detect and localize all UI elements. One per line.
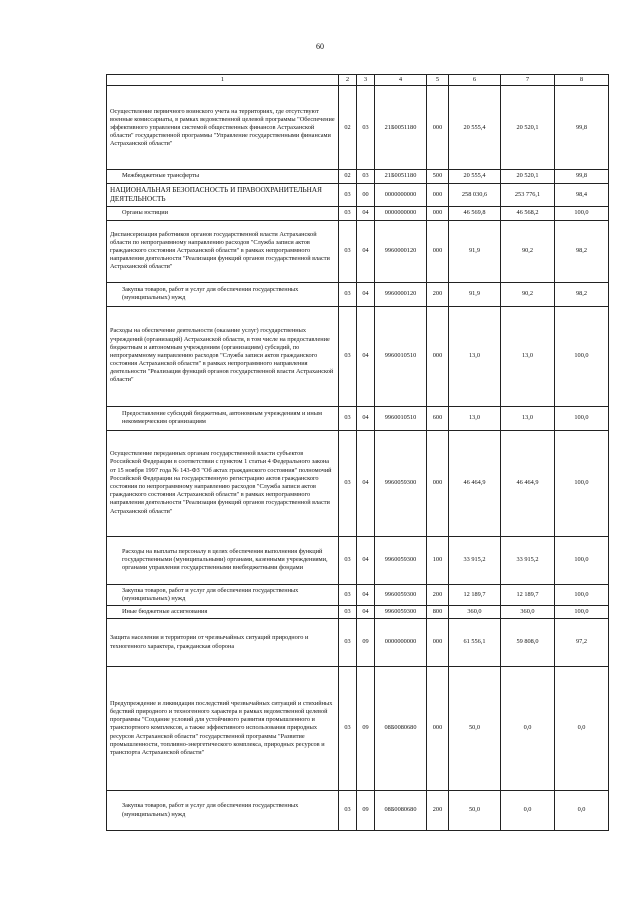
cell-percent: 100,0 [555, 207, 609, 220]
cell-rz: 03 [339, 605, 357, 618]
table-row [107, 86, 609, 170]
cell-amount: 61 556,1 [449, 619, 501, 667]
cell-percent: 100,0 [555, 584, 609, 605]
cell-amount: 46 569,8 [449, 207, 501, 220]
header-cell: 5 [427, 75, 449, 86]
cell-csr: 08Б0080680 [375, 791, 427, 831]
cell-pr: 04 [357, 207, 375, 220]
cell-amount: 33 915,2 [449, 536, 501, 584]
cell-csr: 9960010510 [375, 306, 427, 406]
cell-pr: 09 [357, 667, 375, 791]
cell-executed: 20 520,1 [501, 170, 555, 183]
cell-executed: 46 568,2 [501, 207, 555, 220]
cell-amount: 50,0 [449, 667, 501, 791]
cell-pr: 04 [357, 536, 375, 584]
table-row [107, 207, 609, 220]
cell-percent: 99,8 [555, 86, 609, 170]
cell-percent: 100,0 [555, 536, 609, 584]
cell-amount: 13,0 [449, 306, 501, 406]
cell-amount: 20 555,4 [449, 86, 501, 170]
cell-csr: 9960059300 [375, 584, 427, 605]
cell-executed: 12 189,7 [501, 584, 555, 605]
row-description-text: Закупка товаров, работ и услуг для обеспечения государственных (муниципальных) нужд [122, 586, 299, 602]
table-row [107, 306, 609, 406]
cell-vr: 000 [427, 667, 449, 791]
cell-executed: 33 915,2 [501, 536, 555, 584]
cell-rz: 03 [339, 584, 357, 605]
row-description [107, 306, 339, 406]
cell-vr: 800 [427, 605, 449, 618]
cell-rz: 03 [339, 220, 357, 282]
table-row [107, 536, 609, 584]
cell-amount: 20 555,4 [449, 170, 501, 183]
cell-vr: 000 [427, 183, 449, 207]
row-description-text: Защита населения и территории от чрезвычайных ситуаций природного и техногенного характера, гражданская оборона [110, 634, 309, 650]
cell-percent: 100,0 [555, 406, 609, 430]
cell-csr: 0000000000 [375, 183, 427, 207]
cell-csr: 9960059300 [375, 430, 427, 536]
cell-vr: 000 [427, 207, 449, 220]
header-cell: 2 [339, 75, 357, 86]
cell-percent: 99,8 [555, 170, 609, 183]
cell-vr: 000 [427, 306, 449, 406]
cell-executed: 20 520,1 [501, 86, 555, 170]
table-row [107, 584, 609, 605]
cell-pr: 04 [357, 605, 375, 618]
cell-rz: 02 [339, 170, 357, 183]
table-row [107, 170, 609, 183]
budget-table [106, 74, 609, 831]
cell-pr: 04 [357, 430, 375, 536]
header-cell: 7 [501, 75, 555, 86]
row-description [107, 430, 339, 536]
row-description-text: Закупка товаров, работ и услуг для обеспечения государственных (муниципальных) нужд [122, 802, 299, 818]
cell-csr: 0000000000 [375, 619, 427, 667]
cell-vr: 100 [427, 536, 449, 584]
cell-pr: 03 [357, 170, 375, 183]
table-row [107, 605, 609, 618]
cell-executed: 360,0 [501, 605, 555, 618]
table-row [107, 406, 609, 430]
row-description-text: Иные бюджетные ассигнования [122, 607, 208, 615]
cell-vr: 500 [427, 170, 449, 183]
cell-executed: 90,2 [501, 282, 555, 306]
cell-percent: 98,2 [555, 220, 609, 282]
row-description [107, 584, 339, 605]
row-description-text: Органы юстиции [122, 209, 168, 217]
cell-rz: 03 [339, 406, 357, 430]
cell-executed: 13,0 [501, 406, 555, 430]
cell-pr: 04 [357, 282, 375, 306]
row-description-text: Предупреждение и ликвидация последствий чрезвычайных ситуаций и стихийных бедствий природного и техногенного характера в рамках ведомственной целевой программы "Создание условий для устойчивого развития промышленного и транспортного комплексов, а также эффективного использования природных ресурсов Астраханской области" государственной программы "Развитие промышленности, топливно-энергетического комплекса, природных ресурсов и транспорта Астраханской области" [110, 699, 333, 756]
row-description [107, 605, 339, 618]
cell-amount: 91,9 [449, 220, 501, 282]
table-row [107, 282, 609, 306]
row-description [107, 170, 339, 183]
cell-pr: 04 [357, 306, 375, 406]
table-row [107, 430, 609, 536]
cell-csr: 08Б0080680 [375, 667, 427, 791]
row-description [107, 406, 339, 430]
cell-rz: 03 [339, 183, 357, 207]
cell-rz: 03 [339, 430, 357, 536]
cell-pr: 03 [357, 86, 375, 170]
cell-csr: 21Б0051180 [375, 170, 427, 183]
cell-rz: 03 [339, 536, 357, 584]
cell-rz: 02 [339, 86, 357, 170]
cell-amount: 50,0 [449, 791, 501, 831]
cell-percent: 0,0 [555, 667, 609, 791]
table-row [107, 220, 609, 282]
cell-vr: 200 [427, 791, 449, 831]
cell-amount: 12 189,7 [449, 584, 501, 605]
row-description [107, 667, 339, 791]
header-cell: 3 [357, 75, 375, 86]
cell-rz: 03 [339, 282, 357, 306]
row-description-text: Диспансеризация работников органов государственной власти Астраханской области по непрограммному направлению расходов "Служба записи актов гражданского состояния Астраханской области" в рамках непрограммного направления деятельности "Реализация функций органов государственной власти Астраханской области" [110, 230, 330, 271]
page-number: 60 [316, 42, 324, 51]
cell-pr: 04 [357, 584, 375, 605]
table-row [107, 791, 609, 831]
cell-rz: 03 [339, 791, 357, 831]
cell-amount: 360,0 [449, 605, 501, 618]
cell-executed: 90,2 [501, 220, 555, 282]
cell-executed: 0,0 [501, 667, 555, 791]
cell-percent: 97,2 [555, 619, 609, 667]
row-description [107, 183, 339, 207]
cell-rz: 03 [339, 619, 357, 667]
cell-vr: 000 [427, 619, 449, 667]
row-description [107, 282, 339, 306]
cell-percent: 98,4 [555, 183, 609, 207]
row-description [107, 220, 339, 282]
cell-percent: 100,0 [555, 306, 609, 406]
cell-executed: 253 776,1 [501, 183, 555, 207]
row-description-text: Осуществление первичного воинского учета на территориях, где отсутствуют военные комиссариаты, в рамках ведомственной целевой программы "Обеспечение эффективного управления системой общественных финансов Астраханской области" государственной программы "Управление государственными финансами Астраханской области" [110, 107, 335, 148]
cell-vr: 000 [427, 86, 449, 170]
row-description [107, 207, 339, 220]
cell-csr: 9960010510 [375, 406, 427, 430]
cell-csr: 21Б0051180 [375, 86, 427, 170]
header-cell: 6 [449, 75, 501, 86]
header-cell: 1 [107, 75, 339, 86]
cell-percent: 100,0 [555, 605, 609, 618]
row-description [107, 86, 339, 170]
cell-executed: 46 464,9 [501, 430, 555, 536]
row-description-text: Предоставление субсидий бюджетным, автономным учреждениям и иным некоммерческим организациям [122, 409, 322, 425]
row-description-text: Межбюджетные трансферты [122, 172, 200, 180]
header-cell: 4 [375, 75, 427, 86]
table-row [107, 667, 609, 791]
cell-percent: 100,0 [555, 430, 609, 536]
row-description [107, 619, 339, 667]
cell-rz: 03 [339, 207, 357, 220]
row-description-text: Расходы на выплаты персоналу в целях обеспечения выполнения функций государственными (муниципальными) органами, казенными учреждениями, органами управления государственными внебюджетными фондами [122, 547, 328, 572]
cell-pr: 04 [357, 406, 375, 430]
cell-vr: 000 [427, 430, 449, 536]
cell-executed: 59 808,0 [501, 619, 555, 667]
cell-vr: 000 [427, 220, 449, 282]
cell-rz: 03 [339, 306, 357, 406]
header-cell: 8 [555, 75, 609, 86]
cell-amount: 46 464,9 [449, 430, 501, 536]
table-row [107, 183, 609, 207]
cell-rz: 03 [339, 667, 357, 791]
cell-percent: 0,0 [555, 791, 609, 831]
row-description [107, 536, 339, 584]
cell-csr: 9960059300 [375, 605, 427, 618]
table-row [107, 619, 609, 667]
cell-csr: 0000000000 [375, 207, 427, 220]
cell-vr: 600 [427, 406, 449, 430]
cell-executed: 0,0 [501, 791, 555, 831]
cell-amount: 258 030,6 [449, 183, 501, 207]
cell-csr: 9960059300 [375, 536, 427, 584]
row-description-text: Закупка товаров, работ и услуг для обеспечения государственных (муниципальных) нужд [122, 285, 299, 301]
cell-percent: 98,2 [555, 282, 609, 306]
cell-executed: 13,0 [501, 306, 555, 406]
cell-pr: 00 [357, 183, 375, 207]
cell-amount: 91,9 [449, 282, 501, 306]
cell-csr: 9960000120 [375, 282, 427, 306]
row-description-text: Расходы на обеспечение деятельности (оказание услуг) государственных учреждений (организаций) Астраханской области, в том числе на предоставление бюджетным и автономным учреждениям (организациям) субсидий, по непрограммному направлению расходов "Служба записи актов гражданского состояния Астраханской области" в рамках непрограммного направления деятельности "Реализация функций органов государственной власти Астраханской области" [110, 327, 334, 384]
row-description [107, 791, 339, 831]
cell-pr: 09 [357, 791, 375, 831]
cell-vr: 200 [427, 584, 449, 605]
row-description-text: Осуществление переданных органам государственной власти субъектов Российской Федерации в соответствии с пунктом 1 статьи 4 Федерального закона от 15 ноября 1997 года № 143-ФЗ "Об актах гражданского состояния" полномочий Российской Федерации на государственную регистрацию актов гражданского состояния по непрограммному направлению расходов "Служба записи актов гражданского состояния Астраханской области" в рамках непрограммного направления деятельности "Реализация функций органов государственной власти Астраханской области" [110, 450, 332, 515]
row-description-text: НАЦИОНАЛЬНАЯ БЕЗОПАСНОСТЬ И ПРАВООХРАНИТЕЛЬНАЯ ДЕЯТЕЛЬНОСТЬ [110, 185, 322, 203]
table-header-row [107, 75, 609, 86]
cell-csr: 9960000120 [375, 220, 427, 282]
cell-pr: 09 [357, 619, 375, 667]
cell-amount: 13,0 [449, 406, 501, 430]
cell-vr: 200 [427, 282, 449, 306]
cell-pr: 04 [357, 220, 375, 282]
